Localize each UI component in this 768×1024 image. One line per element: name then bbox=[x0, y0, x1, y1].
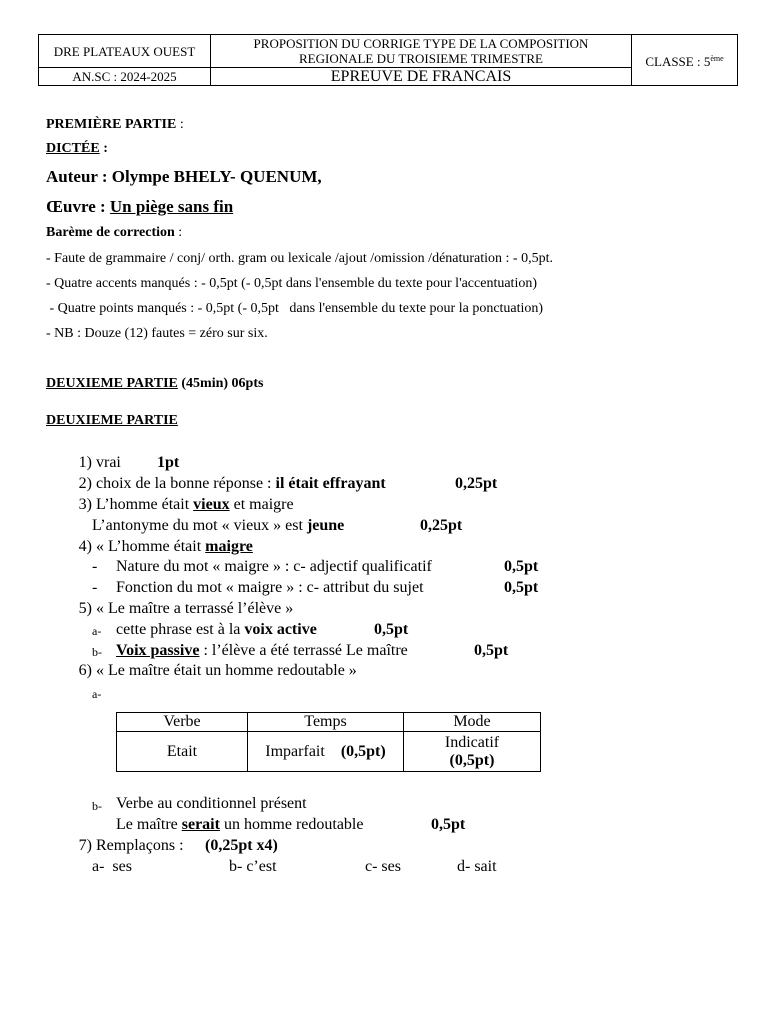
q4-number: 4) bbox=[78, 538, 92, 555]
q7-number: 7) bbox=[78, 837, 92, 854]
work-label: Œuvre : bbox=[46, 197, 106, 216]
part2-heading-extra: (45min) 06pts bbox=[177, 376, 264, 391]
cell-verbe: Etait bbox=[117, 732, 248, 772]
table-header-row bbox=[117, 713, 541, 732]
q3-number: 3) bbox=[78, 496, 92, 513]
q4-dash-1: - bbox=[92, 558, 98, 575]
q7-answer-c: c- ses bbox=[365, 858, 401, 875]
q1-points: 1pt bbox=[157, 454, 180, 471]
q3-word: vieux bbox=[193, 496, 230, 513]
q7-answer-d: d- sait bbox=[457, 858, 497, 875]
q3-text-a: L’homme était bbox=[96, 496, 194, 513]
q5-b-text: : l’élève a été terrassé Le maître bbox=[199, 642, 408, 659]
q5-a-text: cette phrase est à la bbox=[116, 621, 245, 638]
q2-points: 0,25pt bbox=[455, 475, 498, 492]
q2-text: choix de la bonne réponse : bbox=[96, 475, 276, 492]
rule-2: - Quatre accents manqués : - 0,5pt (- 0,5pt dans l'ensemble du texte pour l'accentuation) bbox=[46, 276, 537, 291]
q4-points-2: 0,5pt bbox=[504, 579, 539, 596]
col-verbe: Verbe bbox=[117, 713, 248, 732]
q5-text: « Le maître a terrassé l’élève » bbox=[96, 600, 294, 617]
q6-text: « Le maître était un homme redoutable » bbox=[96, 662, 357, 679]
q3-antonym: jeune bbox=[306, 517, 345, 534]
conjugation-table bbox=[116, 712, 541, 772]
dre-cell: DRE PLATEAUX OUEST bbox=[39, 35, 211, 68]
bareme-heading bbox=[46, 225, 182, 241]
author-line: Auteur : Olympe BHELY- QUENUM, bbox=[46, 167, 322, 186]
cell-mode-points: (0,5pt) bbox=[449, 751, 495, 769]
cell-temps-text: Imparfait bbox=[265, 742, 325, 760]
q2-number: 2) bbox=[78, 475, 92, 492]
header-table bbox=[38, 34, 738, 86]
q6-label-b: b- bbox=[92, 799, 102, 813]
dictee-colon: : bbox=[99, 141, 108, 156]
q4-word: maigre bbox=[205, 538, 253, 555]
col-mode: Mode bbox=[404, 713, 541, 732]
rule-1: - Faute de grammaire / conj/ orth. gram ou lexicale /ajout /omission /dénaturation : - 0,5pt. bbox=[46, 251, 553, 266]
part2-heading-text: DEUXIEME PARTIE bbox=[46, 376, 178, 391]
q5-label-a: a- bbox=[92, 624, 102, 638]
q1-text: vrai bbox=[96, 454, 121, 471]
q3 bbox=[68, 494, 294, 515]
q7-points: (0,25pt x4) bbox=[205, 837, 278, 854]
dictee-text: DICTÉE bbox=[46, 141, 100, 156]
q4-fonction: Fonction du mot « maigre » : c- attribut du sujet bbox=[116, 579, 424, 596]
part2-heading-2 bbox=[46, 413, 178, 429]
q4 bbox=[68, 536, 253, 557]
q5-b-answer: Voix passive bbox=[116, 642, 200, 659]
q2-answer: il était effrayant bbox=[275, 475, 386, 492]
work-line bbox=[46, 197, 233, 217]
q6 bbox=[68, 660, 357, 681]
q7-text: Remplaçons : bbox=[96, 837, 184, 854]
q1 bbox=[68, 452, 121, 473]
q6-number: 6) bbox=[78, 662, 92, 679]
dictee-heading bbox=[46, 141, 108, 157]
cell-mode bbox=[404, 732, 541, 772]
q5-a-answer: voix active bbox=[244, 621, 317, 638]
q6-b-line-2 bbox=[116, 814, 363, 835]
classe-sup: ème bbox=[710, 54, 724, 63]
q5-b bbox=[116, 640, 408, 661]
classe-label: CLASSE : 5 bbox=[645, 54, 711, 69]
q2 bbox=[68, 473, 386, 494]
q5-points-b: 0,5pt bbox=[474, 642, 509, 659]
q7-answer-b: b- c’est bbox=[229, 858, 277, 875]
part1-heading bbox=[46, 117, 184, 133]
cell-temps-points: (0,5pt) bbox=[340, 742, 386, 760]
part1-heading-text: PREMIÈRE PARTIE bbox=[46, 117, 177, 132]
q3-line-2 bbox=[92, 515, 344, 536]
q6-b-text: Verbe au conditionnel présent bbox=[116, 795, 307, 812]
rule-4: - NB : Douze (12) fautes = zéro sur six. bbox=[46, 326, 268, 341]
classe-cell bbox=[632, 35, 738, 86]
bareme-text: Barème de correction bbox=[46, 225, 175, 240]
q4-dash-2: - bbox=[92, 579, 98, 596]
q3-points: 0,25pt bbox=[420, 517, 463, 534]
cell-mode-text: Indicatif bbox=[444, 733, 500, 751]
bareme-colon: : bbox=[174, 225, 183, 240]
q5-number: 5) bbox=[78, 600, 92, 617]
q4-nature: Nature du mot « maigre » : c- adjectif qualificatif bbox=[116, 558, 432, 575]
q7-answer-a: a- ses bbox=[92, 858, 132, 875]
rule-3: - Quatre points manqués : - 0,5pt (- 0,5pt dans l'ensemble du texte pour la ponctuation) bbox=[46, 301, 544, 316]
q5 bbox=[68, 598, 293, 619]
cell-temps bbox=[248, 732, 404, 772]
q3-line-2-text: L’antonyme du mot « vieux » est bbox=[92, 517, 307, 534]
ansc-cell: AN.SC : 2024-2025 bbox=[39, 68, 211, 86]
q6-b-verb: serait bbox=[181, 816, 220, 833]
q6-b-line-2-b: un homme redoutable bbox=[219, 816, 364, 833]
q6-label-a: a- bbox=[92, 687, 102, 701]
q6-b-line-2-a: Le maître bbox=[116, 816, 182, 833]
epreuve-cell: EPREUVE DE FRANCAIS bbox=[211, 68, 632, 86]
q4-points-1: 0,5pt bbox=[504, 558, 539, 575]
q5-label-b: b- bbox=[92, 645, 102, 659]
q4-text: « L’homme était bbox=[96, 538, 206, 555]
col-temps: Temps bbox=[248, 713, 404, 732]
table-row bbox=[117, 732, 541, 772]
part2-heading-2-text: DEUXIEME PARTIE bbox=[46, 413, 178, 428]
part2-heading bbox=[46, 376, 263, 392]
title-line-2: REGIONALE DU TROISIEME TRIMESTRE bbox=[299, 51, 543, 66]
q6-points-b: 0,5pt bbox=[431, 816, 466, 833]
q5-points-a: 0,5pt bbox=[374, 621, 409, 638]
q5-a bbox=[116, 619, 317, 640]
q3-text-b: et maigre bbox=[229, 496, 294, 513]
title-line-1: PROPOSITION DU CORRIGE TYPE DE LA COMPOSITION bbox=[253, 36, 589, 51]
q1-number: 1) bbox=[78, 454, 92, 471]
work-title: Un piège sans fin bbox=[109, 197, 234, 216]
q7 bbox=[68, 835, 184, 856]
title-cell bbox=[211, 35, 632, 68]
part1-heading-colon: : bbox=[176, 117, 184, 132]
